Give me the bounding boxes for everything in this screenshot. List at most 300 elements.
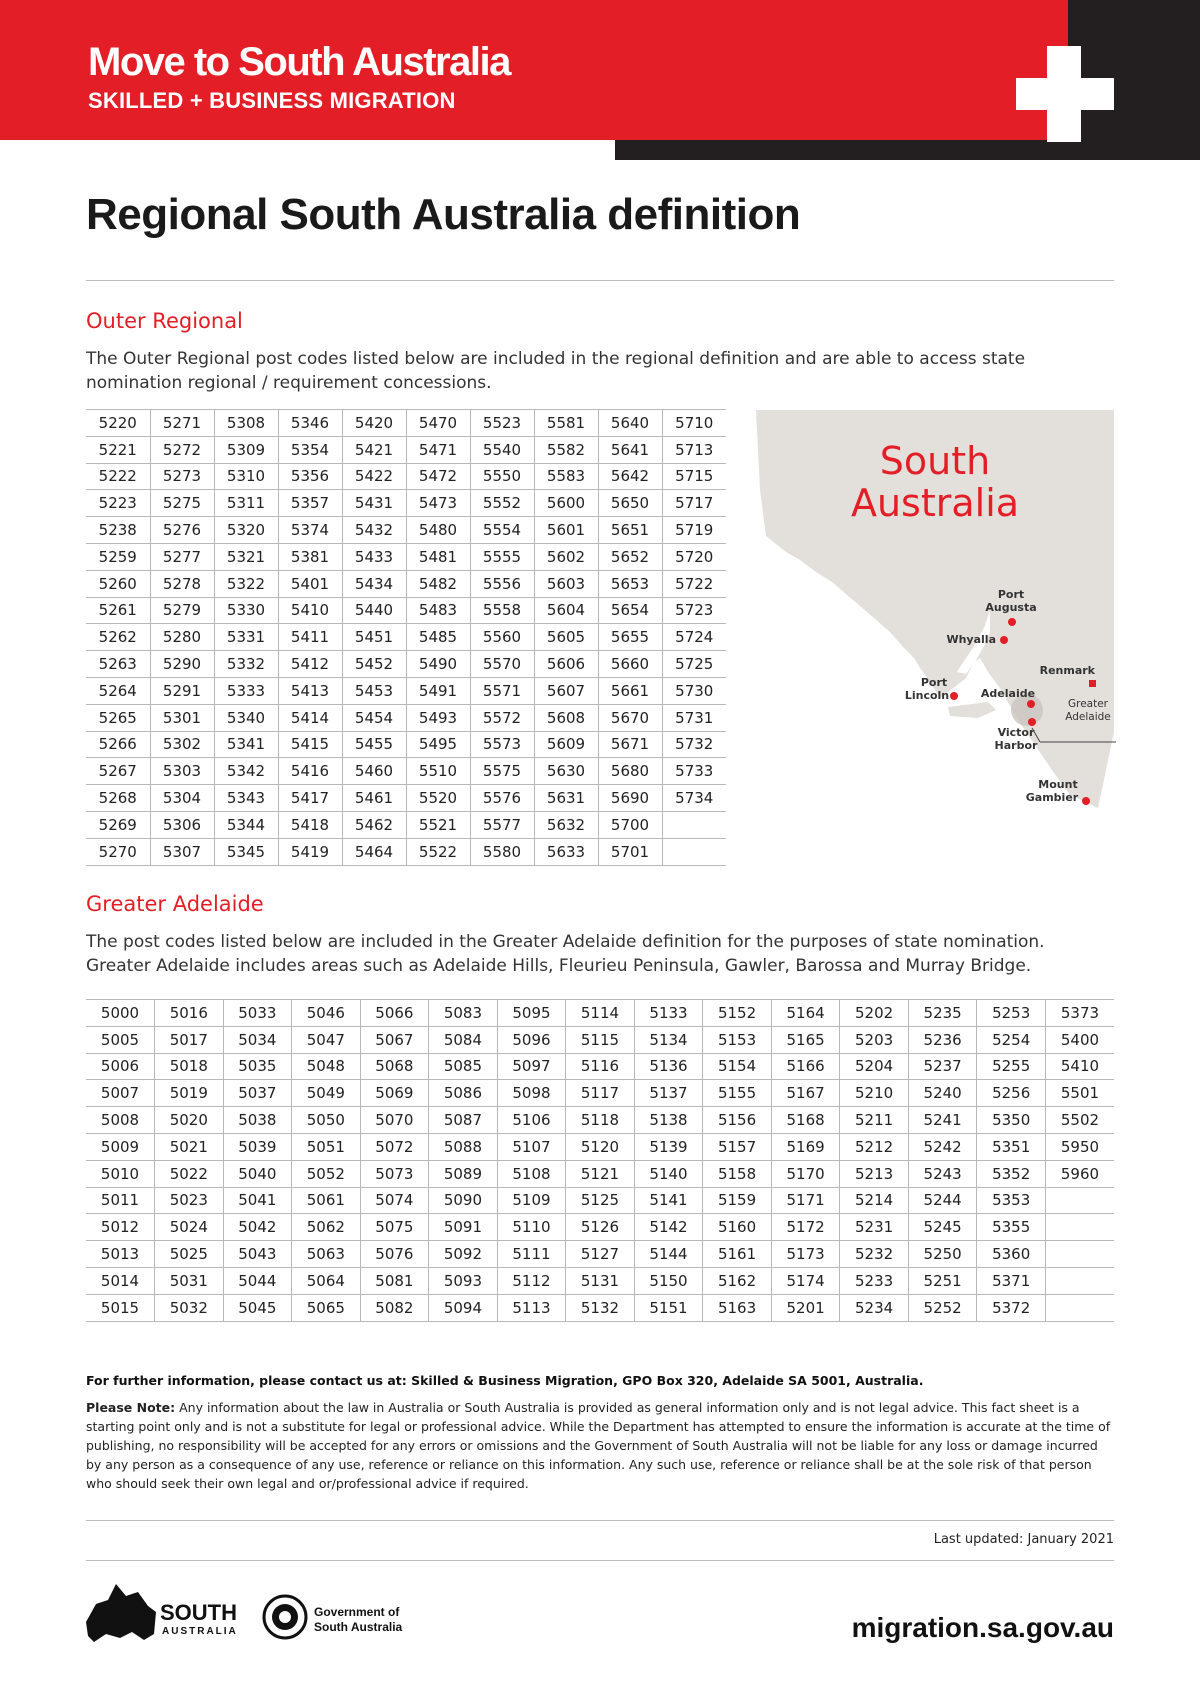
map-label-greater-adelaide-1: Greater bbox=[1067, 698, 1109, 710]
postcode-cell: 5652 bbox=[598, 543, 662, 570]
postcode-cell: 5950 bbox=[1045, 1133, 1114, 1160]
postcode-cell: 5582 bbox=[534, 436, 598, 463]
postcode-cell: 5371 bbox=[977, 1267, 1046, 1294]
postcode-cell: 5520 bbox=[406, 785, 470, 812]
postcode-cell: 5273 bbox=[150, 463, 214, 490]
divider bbox=[86, 280, 1114, 281]
map-label-mount-gambier-1: Mount bbox=[1038, 778, 1078, 791]
postcode-cell: 5493 bbox=[406, 704, 470, 731]
postcode-cell: 5038 bbox=[223, 1107, 292, 1134]
postcode-cell: 5007 bbox=[86, 1080, 155, 1107]
postcode-cell: 5214 bbox=[840, 1187, 909, 1214]
postcode-cell: 5045 bbox=[223, 1294, 292, 1321]
postcode-cell: 5068 bbox=[360, 1053, 429, 1080]
postcode-cell: 5113 bbox=[497, 1294, 566, 1321]
postcode-cell: 5005 bbox=[86, 1026, 155, 1053]
postcode-cell: 5556 bbox=[470, 570, 534, 597]
postcode-cell: 5236 bbox=[908, 1026, 977, 1053]
postcode-cell: 5306 bbox=[150, 811, 214, 838]
postcode-cell: 5256 bbox=[977, 1080, 1046, 1107]
postcode-cell: 5451 bbox=[342, 624, 406, 651]
table-row bbox=[86, 1026, 1114, 1053]
postcode-cell: 5521 bbox=[406, 811, 470, 838]
table-row bbox=[86, 1053, 1114, 1080]
postcode-cell: 5633 bbox=[534, 838, 598, 865]
divider bbox=[86, 1520, 1114, 1521]
postcode-cell: 5641 bbox=[598, 436, 662, 463]
postcode-cell: 5605 bbox=[534, 624, 598, 651]
postcode-cell: 5097 bbox=[497, 1053, 566, 1080]
postcode-cell: 5271 bbox=[150, 410, 214, 437]
postcode-cell: 5144 bbox=[634, 1241, 703, 1268]
plus-icon-bar bbox=[1016, 78, 1114, 110]
postcode-cell: 5291 bbox=[150, 677, 214, 704]
postcode-cell: 5485 bbox=[406, 624, 470, 651]
postcode-cell: 5250 bbox=[908, 1241, 977, 1268]
postcode-cell bbox=[1045, 1267, 1114, 1294]
postcode-cell: 5168 bbox=[771, 1107, 840, 1134]
postcode-cell: 5730 bbox=[662, 677, 726, 704]
map-dot-adelaide bbox=[1027, 700, 1035, 708]
postcode-cell: 5272 bbox=[150, 436, 214, 463]
table-row bbox=[86, 1160, 1114, 1187]
postcode-cell: 5241 bbox=[908, 1107, 977, 1134]
postcode-cell bbox=[1045, 1214, 1114, 1241]
postcode-cell bbox=[1045, 1294, 1114, 1321]
postcode-cell: 5733 bbox=[662, 758, 726, 785]
postcode-cell: 5731 bbox=[662, 704, 726, 731]
postcode-cell: 5310 bbox=[214, 463, 278, 490]
brand-title: Move to South Australia bbox=[88, 40, 510, 84]
postcode-cell: 5094 bbox=[429, 1294, 498, 1321]
postcode-cell: 5153 bbox=[703, 1026, 772, 1053]
govt-line-2: South Australia bbox=[314, 1620, 403, 1634]
postcode-cell: 5400 bbox=[1045, 1026, 1114, 1053]
postcode-cell: 5201 bbox=[771, 1294, 840, 1321]
table-row bbox=[86, 731, 726, 758]
postcode-cell: 5061 bbox=[292, 1187, 361, 1214]
postcode-cell: 5278 bbox=[150, 570, 214, 597]
postcode-cell: 5136 bbox=[634, 1053, 703, 1080]
postcode-cell: 5608 bbox=[534, 704, 598, 731]
postcode-cell: 5157 bbox=[703, 1133, 772, 1160]
postcode-cell: 5470 bbox=[406, 410, 470, 437]
postcode-cell: 5411 bbox=[278, 624, 342, 651]
postcode-cell: 5069 bbox=[360, 1080, 429, 1107]
postcode-cell: 5344 bbox=[214, 811, 278, 838]
postcode-cell: 5052 bbox=[292, 1160, 361, 1187]
greater-adelaide-description-line-2: Greater Adelaide includes areas such as Adelaide Hills, Fleurieu Peninsula, Gawler, Barossa and Murray Bridge. bbox=[86, 956, 1032, 976]
table-row bbox=[86, 1294, 1114, 1321]
postcode-cell: 5416 bbox=[278, 758, 342, 785]
postcode-cell: 5111 bbox=[497, 1241, 566, 1268]
postcode-cell: 5240 bbox=[908, 1080, 977, 1107]
greater-adelaide-description-line-1: The post codes listed below are included in the Greater Adelaide definition for the purposes of state nomination. bbox=[86, 932, 1045, 952]
postcode-cell: 5453 bbox=[342, 677, 406, 704]
map-label-renmark: Renmark bbox=[1039, 664, 1095, 677]
postcode-cell: 5680 bbox=[598, 758, 662, 785]
postcode-cell: 5640 bbox=[598, 410, 662, 437]
postcode-cell: 5651 bbox=[598, 517, 662, 544]
postcode-cell: 5270 bbox=[86, 838, 150, 865]
table-row bbox=[86, 785, 726, 812]
postcode-cell: 5555 bbox=[470, 543, 534, 570]
postcode-cell: 5152 bbox=[703, 1000, 772, 1027]
postcode-cell: 5670 bbox=[598, 704, 662, 731]
divider bbox=[86, 1560, 1114, 1561]
postcode-cell: 5242 bbox=[908, 1133, 977, 1160]
postcode-cell: 5279 bbox=[150, 597, 214, 624]
postcode-cell: 5223 bbox=[86, 490, 150, 517]
postcode-cell: 5661 bbox=[598, 677, 662, 704]
postcode-cell: 5421 bbox=[342, 436, 406, 463]
postcode-cell: 5481 bbox=[406, 543, 470, 570]
postcode-cell: 5062 bbox=[292, 1214, 361, 1241]
postcode-cell: 5576 bbox=[470, 785, 534, 812]
postcode-cell: 5041 bbox=[223, 1187, 292, 1214]
postcode-cell: 5341 bbox=[214, 731, 278, 758]
postcode-cell: 5262 bbox=[86, 624, 150, 651]
postcode-cell: 5354 bbox=[278, 436, 342, 463]
postcode-cell: 5082 bbox=[360, 1294, 429, 1321]
sa-logo-text-1: SOUTH bbox=[160, 1600, 237, 1625]
table-row bbox=[86, 758, 726, 785]
postcode-cell: 5432 bbox=[342, 517, 406, 544]
postcode-cell: 5091 bbox=[429, 1214, 498, 1241]
postcode-cell: 5084 bbox=[429, 1026, 498, 1053]
postcode-cell: 5462 bbox=[342, 811, 406, 838]
government-crest-icon bbox=[262, 1594, 308, 1640]
postcode-cell bbox=[1045, 1241, 1114, 1268]
postcode-cell: 5460 bbox=[342, 758, 406, 785]
table-row bbox=[86, 624, 726, 651]
outer-regional-title: Outer Regional bbox=[86, 309, 243, 333]
map-label-victor-harbor-1: Victor bbox=[997, 726, 1035, 739]
postcode-cell: 5552 bbox=[470, 490, 534, 517]
map-dot-port-lincoln bbox=[950, 692, 958, 700]
postcode-cell: 5139 bbox=[634, 1133, 703, 1160]
map-label-port-augusta-2: Augusta bbox=[985, 601, 1037, 614]
postcode-cell: 5309 bbox=[214, 436, 278, 463]
postcode-cell: 5434 bbox=[342, 570, 406, 597]
postcode-cell: 5245 bbox=[908, 1214, 977, 1241]
postcode-cell: 5073 bbox=[360, 1160, 429, 1187]
postcode-cell: 5343 bbox=[214, 785, 278, 812]
postcode-cell: 5401 bbox=[278, 570, 342, 597]
postcode-cell: 5040 bbox=[223, 1160, 292, 1187]
postcode-cell: 5372 bbox=[977, 1294, 1046, 1321]
postcode-cell: 5025 bbox=[155, 1241, 224, 1268]
postcode-cell: 5260 bbox=[86, 570, 150, 597]
postcode-cell: 5710 bbox=[662, 410, 726, 437]
table-row bbox=[86, 1214, 1114, 1241]
postcode-cell: 5169 bbox=[771, 1133, 840, 1160]
postcode-cell: 5301 bbox=[150, 704, 214, 731]
postcode-cell: 5015 bbox=[86, 1294, 155, 1321]
postcode-cell: 5075 bbox=[360, 1214, 429, 1241]
postcode-cell: 5235 bbox=[908, 1000, 977, 1027]
postcode-cell: 5048 bbox=[292, 1053, 361, 1080]
map-label-port-augusta-1: Port bbox=[997, 588, 1025, 601]
postcode-cell: 5142 bbox=[634, 1214, 703, 1241]
postcode-cell: 5117 bbox=[566, 1080, 635, 1107]
postcode-cell: 5558 bbox=[470, 597, 534, 624]
table-row bbox=[86, 463, 726, 490]
postcode-cell: 5013 bbox=[86, 1241, 155, 1268]
postcode-cell: 5137 bbox=[634, 1080, 703, 1107]
postcode-cell: 5653 bbox=[598, 570, 662, 597]
postcode-cell: 5021 bbox=[155, 1133, 224, 1160]
postcode-cell: 5480 bbox=[406, 517, 470, 544]
south-australia-logo bbox=[86, 1582, 256, 1644]
table-row bbox=[86, 1187, 1114, 1214]
postcode-cell: 5259 bbox=[86, 543, 150, 570]
postcode-cell: 5642 bbox=[598, 463, 662, 490]
last-updated: Last updated: January 2021 bbox=[933, 1532, 1114, 1547]
postcode-cell: 5231 bbox=[840, 1214, 909, 1241]
postcode-cell: 5087 bbox=[429, 1107, 498, 1134]
postcode-cell: 5106 bbox=[497, 1107, 566, 1134]
postcode-cell: 5412 bbox=[278, 651, 342, 678]
table-row bbox=[86, 1133, 1114, 1160]
table-row bbox=[86, 651, 726, 678]
postcode-cell: 5046 bbox=[292, 1000, 361, 1027]
postcode-cell bbox=[662, 811, 726, 838]
postcode-cell: 5164 bbox=[771, 1000, 840, 1027]
website-url: migration.sa.gov.au bbox=[851, 1612, 1114, 1643]
postcode-cell: 5342 bbox=[214, 758, 278, 785]
postcode-cell: 5022 bbox=[155, 1160, 224, 1187]
postcode-cell: 5290 bbox=[150, 651, 214, 678]
postcode-cell: 5151 bbox=[634, 1294, 703, 1321]
postcode-cell: 5138 bbox=[634, 1107, 703, 1134]
postcode-cell: 5163 bbox=[703, 1294, 772, 1321]
postcode-cell: 5008 bbox=[86, 1107, 155, 1134]
postcode-cell: 5261 bbox=[86, 597, 150, 624]
postcode-cell: 5088 bbox=[429, 1133, 498, 1160]
postcode-cell: 5321 bbox=[214, 543, 278, 570]
postcode-cell: 5108 bbox=[497, 1160, 566, 1187]
postcode-cell: 5550 bbox=[470, 463, 534, 490]
postcode-cell: 5650 bbox=[598, 490, 662, 517]
postcode-cell: 5081 bbox=[360, 1267, 429, 1294]
postcode-cell: 5116 bbox=[566, 1053, 635, 1080]
map-dot-renmark bbox=[1089, 680, 1096, 687]
postcode-cell: 5265 bbox=[86, 704, 150, 731]
postcode-cell: 5150 bbox=[634, 1267, 703, 1294]
postcode-cell: 5413 bbox=[278, 677, 342, 704]
postcode-cell: 5510 bbox=[406, 758, 470, 785]
postcode-cell: 5171 bbox=[771, 1187, 840, 1214]
postcode-cell: 5554 bbox=[470, 517, 534, 544]
postcode-cell: 5213 bbox=[840, 1160, 909, 1187]
postcode-cell: 5121 bbox=[566, 1160, 635, 1187]
postcode-cell: 5414 bbox=[278, 704, 342, 731]
postcode-cell: 5095 bbox=[497, 1000, 566, 1027]
greater-adelaide-postcode-table bbox=[86, 999, 1114, 1322]
postcode-cell: 5631 bbox=[534, 785, 598, 812]
postcode-cell: 5715 bbox=[662, 463, 726, 490]
postcode-cell: 5220 bbox=[86, 410, 150, 437]
south-australia-map bbox=[752, 410, 1116, 808]
postcode-cell: 5472 bbox=[406, 463, 470, 490]
postcode-cell: 5127 bbox=[566, 1241, 635, 1268]
postcode-cell: 5266 bbox=[86, 731, 150, 758]
page-title: Regional South Australia definition bbox=[86, 190, 801, 239]
postcode-cell: 5381 bbox=[278, 543, 342, 570]
postcode-cell: 5086 bbox=[429, 1080, 498, 1107]
postcode-cell: 5016 bbox=[155, 1000, 224, 1027]
postcode-cell: 5039 bbox=[223, 1133, 292, 1160]
postcode-cell: 5581 bbox=[534, 410, 598, 437]
postcode-cell: 5155 bbox=[703, 1080, 772, 1107]
postcode-cell: 5280 bbox=[150, 624, 214, 651]
postcode-cell: 5112 bbox=[497, 1267, 566, 1294]
postcode-cell: 5501 bbox=[1045, 1080, 1114, 1107]
postcode-cell: 5255 bbox=[977, 1053, 1046, 1080]
postcode-cell: 5276 bbox=[150, 517, 214, 544]
postcode-cell: 5573 bbox=[470, 731, 534, 758]
postcode-cell: 5360 bbox=[977, 1241, 1046, 1268]
postcode-cell: 5418 bbox=[278, 811, 342, 838]
postcode-cell: 5277 bbox=[150, 543, 214, 570]
postcode-cell: 5114 bbox=[566, 1000, 635, 1027]
postcode-cell: 5093 bbox=[429, 1267, 498, 1294]
postcode-cell: 5140 bbox=[634, 1160, 703, 1187]
postcode-cell: 5717 bbox=[662, 490, 726, 517]
table-row bbox=[86, 1080, 1114, 1107]
postcode-cell: 5035 bbox=[223, 1053, 292, 1080]
postcode-cell: 5713 bbox=[662, 436, 726, 463]
map-label-mount-gambier-2: Gambier bbox=[1025, 791, 1079, 804]
postcode-cell: 5373 bbox=[1045, 1000, 1114, 1027]
postcode-cell: 5222 bbox=[86, 463, 150, 490]
postcode-cell: 5115 bbox=[566, 1026, 635, 1053]
postcode-cell: 5464 bbox=[342, 838, 406, 865]
postcode-cell: 5042 bbox=[223, 1214, 292, 1241]
postcode-cell: 5577 bbox=[470, 811, 534, 838]
postcode-cell: 5032 bbox=[155, 1294, 224, 1321]
outer-regional-postcode-table bbox=[86, 409, 726, 866]
postcode-cell: 5353 bbox=[977, 1187, 1046, 1214]
postcode-cell: 5210 bbox=[840, 1080, 909, 1107]
postcode-cell: 5118 bbox=[566, 1107, 635, 1134]
postcode-cell: 5160 bbox=[703, 1214, 772, 1241]
map-label-adelaide: Adelaide bbox=[980, 687, 1036, 700]
postcode-cell: 5723 bbox=[662, 597, 726, 624]
table-row bbox=[86, 543, 726, 570]
postcode-cell: 5076 bbox=[360, 1241, 429, 1268]
postcode-cell: 5352 bbox=[977, 1160, 1046, 1187]
postcode-cell: 5066 bbox=[360, 1000, 429, 1027]
postcode-cell: 5308 bbox=[214, 410, 278, 437]
postcode-cell: 5044 bbox=[223, 1267, 292, 1294]
postcode-cell: 5960 bbox=[1045, 1160, 1114, 1187]
postcode-cell: 5072 bbox=[360, 1133, 429, 1160]
postcode-cell: 5064 bbox=[292, 1267, 361, 1294]
postcode-cell: 5732 bbox=[662, 731, 726, 758]
table-row bbox=[86, 1241, 1114, 1268]
table-row bbox=[86, 1000, 1114, 1027]
postcode-cell: 5725 bbox=[662, 651, 726, 678]
postcode-cell: 5602 bbox=[534, 543, 598, 570]
postcode-cell: 5269 bbox=[86, 811, 150, 838]
postcode-cell: 5268 bbox=[86, 785, 150, 812]
postcode-cell: 5033 bbox=[223, 1000, 292, 1027]
postcode-cell: 5332 bbox=[214, 651, 278, 678]
postcode-cell: 5010 bbox=[86, 1160, 155, 1187]
note-label: Please Note: bbox=[86, 1400, 176, 1415]
postcode-cell: 5700 bbox=[598, 811, 662, 838]
postcode-cell: 5431 bbox=[342, 490, 406, 517]
postcode-cell: 5067 bbox=[360, 1026, 429, 1053]
postcode-cell: 5410 bbox=[278, 597, 342, 624]
map-label-port-lincoln-2: Lincoln bbox=[904, 689, 950, 702]
postcode-cell: 5089 bbox=[429, 1160, 498, 1187]
postcode-cell: 5126 bbox=[566, 1214, 635, 1241]
map-label-port-lincoln-1: Port bbox=[920, 676, 948, 689]
postcode-cell: 5560 bbox=[470, 624, 534, 651]
postcode-cell: 5600 bbox=[534, 490, 598, 517]
postcode-cell: 5251 bbox=[908, 1267, 977, 1294]
postcode-cell: 5263 bbox=[86, 651, 150, 678]
postcode-cell: 5166 bbox=[771, 1053, 840, 1080]
postcode-cell: 5254 bbox=[977, 1026, 1046, 1053]
postcode-cell: 5204 bbox=[840, 1053, 909, 1080]
greater-adelaide-title: Greater Adelaide bbox=[86, 892, 264, 916]
postcode-cell: 5461 bbox=[342, 785, 406, 812]
postcode-cell: 5571 bbox=[470, 677, 534, 704]
postcode-cell: 5158 bbox=[703, 1160, 772, 1187]
postcode-cell: 5170 bbox=[771, 1160, 840, 1187]
postcode-cell: 5417 bbox=[278, 785, 342, 812]
postcode-cell: 5606 bbox=[534, 651, 598, 678]
postcode-cell: 5719 bbox=[662, 517, 726, 544]
postcode-cell: 5331 bbox=[214, 624, 278, 651]
table-row bbox=[86, 410, 726, 437]
postcode-cell: 5495 bbox=[406, 731, 470, 758]
postcode-cell: 5415 bbox=[278, 731, 342, 758]
postcode-cell: 5604 bbox=[534, 597, 598, 624]
postcode-cell: 5655 bbox=[598, 624, 662, 651]
postcode-cell: 5011 bbox=[86, 1187, 155, 1214]
map-label-victor-harbor-2: Harbor bbox=[994, 739, 1038, 752]
postcode-cell: 5031 bbox=[155, 1267, 224, 1294]
postcode-cell: 5374 bbox=[278, 517, 342, 544]
table-row bbox=[86, 838, 726, 865]
postcode-cell: 5433 bbox=[342, 543, 406, 570]
postcode-cell: 5419 bbox=[278, 838, 342, 865]
postcode-cell: 5221 bbox=[86, 436, 150, 463]
postcode-cell: 5009 bbox=[86, 1133, 155, 1160]
postcode-cell: 5173 bbox=[771, 1241, 840, 1268]
postcode-cell: 5491 bbox=[406, 677, 470, 704]
postcode-cell: 5340 bbox=[214, 704, 278, 731]
postcode-cell: 5483 bbox=[406, 597, 470, 624]
map-dot-port-augusta bbox=[1008, 618, 1016, 626]
postcode-cell: 5275 bbox=[150, 490, 214, 517]
postcode-cell: 5012 bbox=[86, 1214, 155, 1241]
postcode-cell: 5330 bbox=[214, 597, 278, 624]
header-dark-strip bbox=[615, 140, 1200, 160]
postcode-cell: 5063 bbox=[292, 1241, 361, 1268]
postcode-cell: 5238 bbox=[86, 517, 150, 544]
postcode-cell: 5720 bbox=[662, 543, 726, 570]
postcode-cell: 5085 bbox=[429, 1053, 498, 1080]
postcode-cell: 5049 bbox=[292, 1080, 361, 1107]
kangaroo-island bbox=[948, 702, 996, 718]
postcode-cell: 5243 bbox=[908, 1160, 977, 1187]
